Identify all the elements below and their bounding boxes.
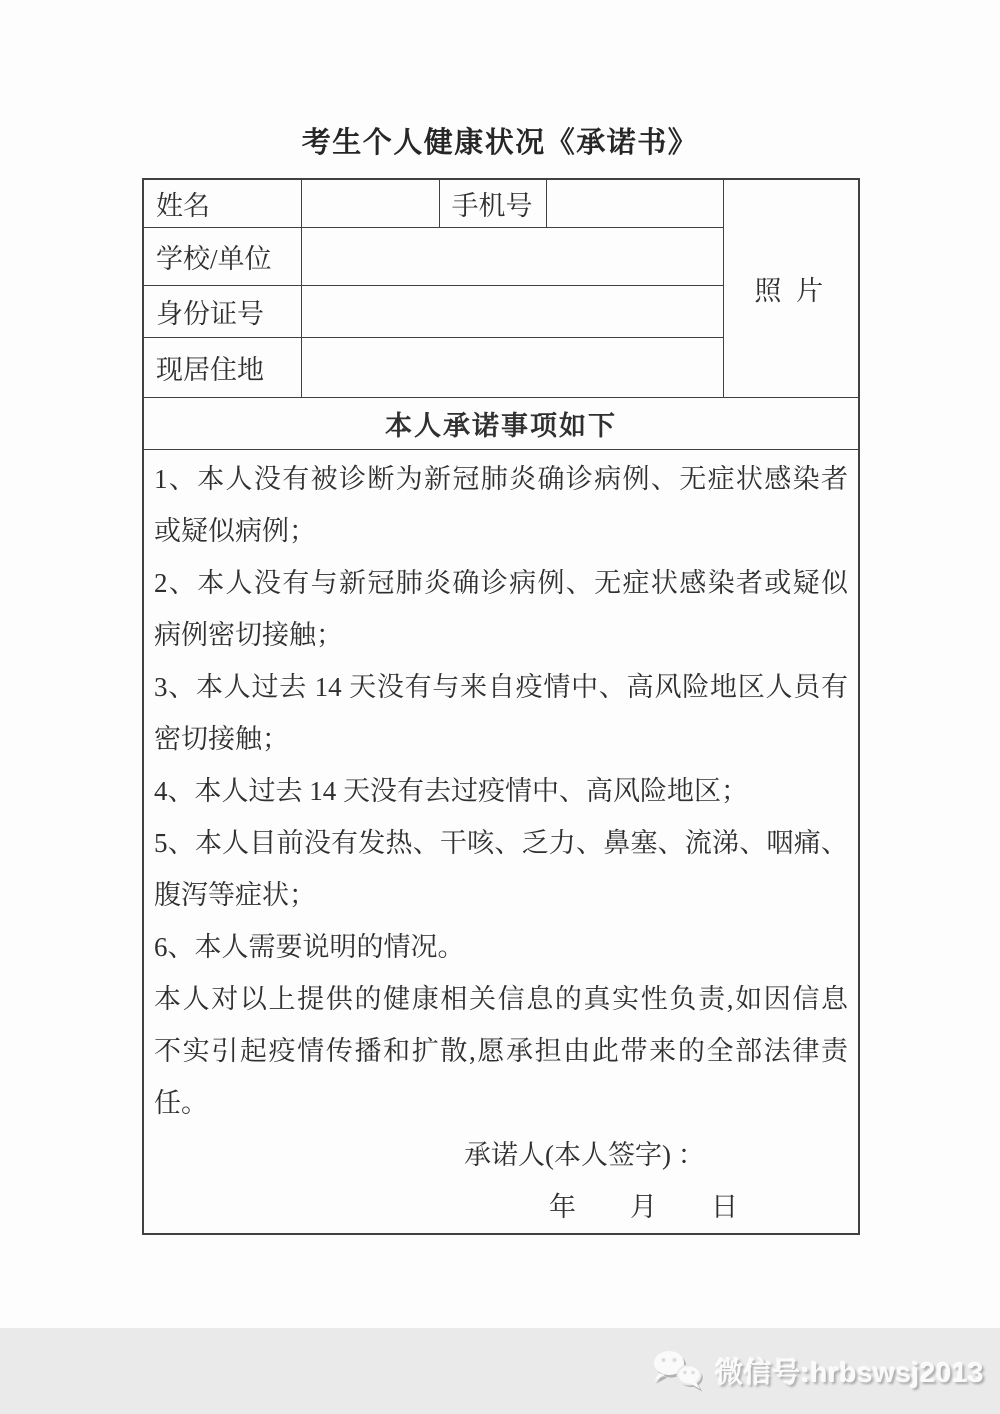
date-line: 年 月 日	[549, 1191, 738, 1222]
id-number-field[interactable]	[301, 285, 723, 337]
commitment-item-1-line-2: 或疑似病例；	[154, 515, 316, 546]
declaration-line-1: 本人对以上提供的健康相关信息的真实性负责,如因信息	[154, 983, 848, 1014]
commitment-item-2-line-1: 2、本人没有与新冠肺炎确诊病例、无症状感染者或疑似	[154, 567, 848, 598]
photo-box[interactable]: 照 片	[723, 179, 859, 397]
name-label: 姓名	[143, 179, 301, 227]
commitment-header: 本人承诺事项如下	[143, 397, 859, 449]
name-field[interactable]	[301, 179, 439, 227]
signature-label: 承诺人(本人签字) ：	[464, 1139, 705, 1170]
commitment-item-5-line-2: 腹泻等症状；	[154, 879, 316, 910]
info-table	[142, 178, 860, 1235]
row-commitment-body	[143, 449, 859, 1234]
declaration-line-2: 不实引起疫情传播和扩散,愿承担由此带来的全部法律责	[154, 1035, 848, 1066]
commitment-item-1-line-1: 1、本人没有被诊断为新冠肺炎确诊病例、无症状感染者	[154, 463, 848, 494]
phone-field[interactable]	[546, 179, 723, 227]
watermark-bar	[0, 1328, 1000, 1414]
watermark-text: 微信号:hrbswsj2013	[715, 1357, 984, 1388]
phone-label: 手机号	[439, 179, 546, 227]
residence-field[interactable]	[301, 337, 723, 397]
school-field[interactable]	[301, 227, 723, 285]
commitment-item-2-line-2: 病例密切接触；	[154, 619, 343, 650]
declaration-line-3: 任。	[154, 1087, 208, 1118]
row-name-phone	[143, 179, 859, 227]
commitment-item-3-line-2: 密切接触；	[154, 723, 289, 754]
commitment-item-6-line-1: 6、本人需要说明的情况。	[154, 931, 465, 962]
row-promise-header	[143, 397, 859, 449]
commitment-body	[143, 449, 859, 1234]
commitment-item-4-line-1: 4、本人过去 14 天没有去过疫情中、高风险地区；	[154, 775, 748, 806]
commitment-item-5-line-1: 5、本人目前没有发热、干咳、乏力、鼻塞、流涕、咽痛、	[154, 827, 848, 858]
id-number-label: 身份证号	[143, 285, 301, 337]
school-label: 学校/单位	[143, 227, 301, 285]
document-title: 考生个人健康状况《承诺书》	[301, 127, 699, 159]
commitment-item-3-line-1: 3、本人过去 14 天没有与来自疫情中、高风险地区人员有	[154, 671, 848, 702]
wechat-icon	[651, 1348, 705, 1394]
residence-label: 现居住地	[143, 337, 301, 397]
